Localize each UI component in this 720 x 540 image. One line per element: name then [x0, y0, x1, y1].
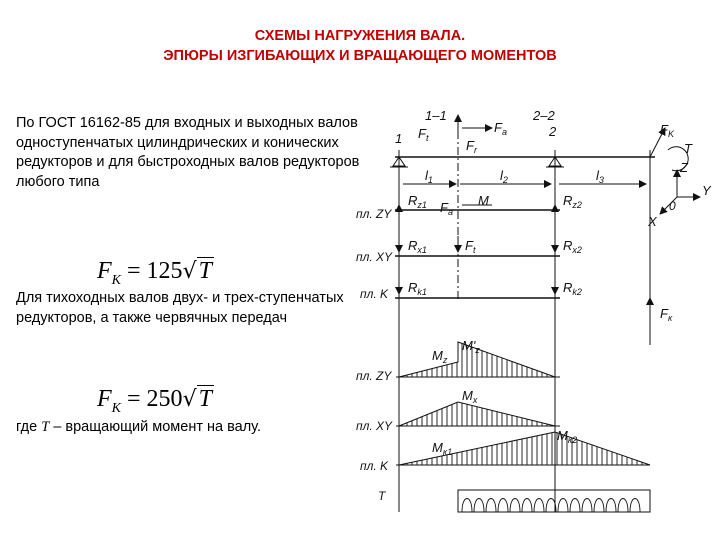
reaction-rz1: $R_{z1}$	[408, 193, 427, 210]
force-fa: $F_a$	[494, 120, 507, 137]
force-fr: $F_r$	[466, 138, 477, 155]
section-label-2-2: 2–2	[533, 108, 555, 123]
formula-lhs: F	[97, 386, 112, 412]
length-l3: $l_3$	[596, 168, 604, 185]
where-prefix: где	[16, 419, 38, 435]
reaction-rk2: $R_{k2}$	[563, 280, 582, 297]
moment-mk1: $M_{к1}$	[432, 440, 453, 457]
moment-m: M	[478, 193, 489, 208]
force-ft-xy: $F_t$	[465, 238, 476, 255]
formula-subscript: K	[111, 273, 122, 288]
formula-lhs: F	[97, 258, 112, 284]
torque-diagram-label: T	[378, 489, 386, 503]
slide-title-line2: ЭПЮРЫ ИЗГИБАЮЩИХ И ВРАЩАЮЩЕГО МОМЕНТОВ	[163, 48, 557, 64]
plane-zy-bottom: пл. ZY	[356, 369, 392, 383]
section-label-1-1: 1–1	[425, 108, 447, 123]
formula-coefficient: = 250	[127, 386, 183, 412]
plane-k-bottom: пл. K	[360, 459, 389, 473]
force-fk-k: $F_к$	[660, 306, 673, 323]
sqrt-icon: √	[182, 259, 197, 284]
length-l2: $l_2$	[500, 168, 508, 185]
paragraph-input-shafts: По ГОСТ 16162-85 для входных и выходных валов одноступенчатых цилиндрических и конических редукторов и для быстроходных валов редукторов любого типа	[16, 115, 360, 190]
force-fk: $F_K$	[660, 122, 674, 139]
formula-coefficient: = 125	[127, 258, 183, 284]
axis-origin: 0	[669, 199, 676, 213]
reaction-rx1: $R_{x1}$	[408, 238, 427, 255]
force-fa-zy: $F_a$	[440, 200, 453, 217]
plane-k-top: пл. K	[360, 287, 389, 301]
length-l1: $l_1$	[425, 168, 433, 185]
axis-z: Z	[680, 160, 688, 175]
plane-xy-top: пл. XY	[356, 250, 393, 264]
moment-mx: $M_x$	[462, 388, 478, 405]
sqrt-icon: √	[182, 387, 197, 412]
torque-t-label: T	[684, 141, 692, 156]
reaction-rx2: $R_{x2}$	[563, 238, 582, 255]
plane-zy-top: пл. ZY	[356, 207, 392, 221]
torque-symbol: T	[41, 419, 50, 435]
slide-title-line1: СХЕМЫ НАГРУЖЕНИЯ ВАЛА.	[254, 28, 466, 44]
axis-x: X	[648, 214, 657, 229]
section-number-1: 1	[395, 131, 403, 146]
reaction-rk1: $R_{k1}$	[408, 280, 427, 297]
formula-radicand: T	[198, 258, 212, 284]
axis-y: Y	[702, 183, 711, 198]
force-ft: $F_t$	[418, 126, 429, 143]
where-suffix: – вращающий момент на валу.	[53, 419, 261, 435]
formula-subscript: K	[111, 401, 122, 416]
reaction-rz2: $R_{z2}$	[563, 193, 582, 210]
moment-mz-prime: $M'_z$	[462, 338, 480, 355]
plane-xy-bottom: пл. XY	[356, 419, 393, 433]
paragraph-output-shafts: Для тихоходных валов двух- и трех-ступенчатых редукторов, а также червячных передач	[16, 290, 344, 326]
formula-radicand: T	[198, 386, 212, 412]
section-number-2: 2	[549, 124, 557, 139]
moment-mk2: $M_{к2}$	[557, 428, 578, 445]
moment-mz: $M_z$	[432, 348, 448, 365]
